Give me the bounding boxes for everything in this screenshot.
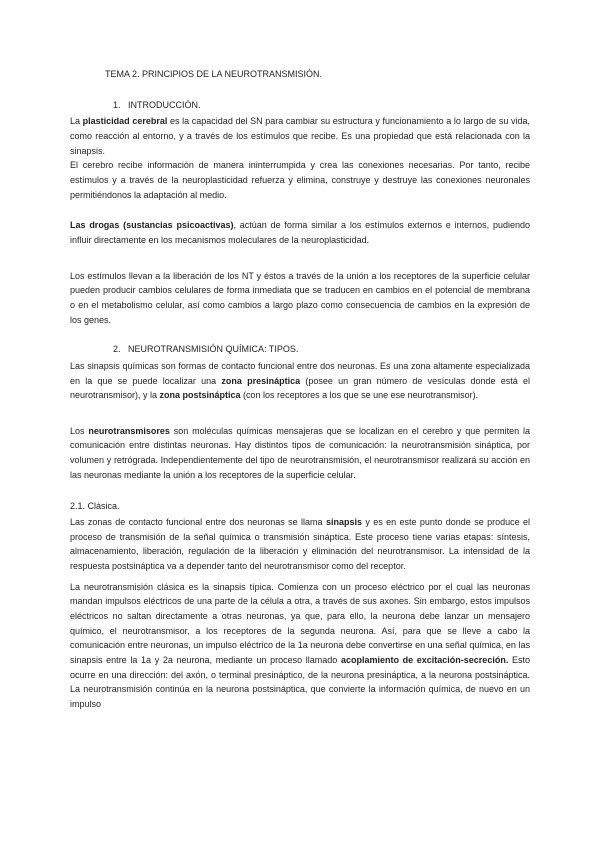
section-1-heading-text: INTRODUCCIÓN. xyxy=(128,99,201,110)
section-1-heading xyxy=(70,98,530,113)
paragraph-estimulos-liberacion: Los estímulos llevan a la liberación de los NT y éstos a través de la unión a los receptores de la superficie celular pueden producir cambios celulares de forma inmediata que se traducen en cambios en el potencial de membrana o en el metabolismo celular, así como cambios a largo plazo como consecuencia de cambios en la expresión de los genes. xyxy=(70,270,530,325)
text-run: (con los receptores a los que se une ese neurotransmisor). xyxy=(240,390,479,401)
text-run: La xyxy=(70,116,83,127)
section-2-heading-text: NEUROTRANSMISIÓN QUÍMICA: TIPOS. xyxy=(128,344,299,355)
paragraph-zonas-contacto xyxy=(70,515,530,574)
text-run: La neurotransmisión clásica es la sinapsis típica. Comienza con un proceso eléctrico por el cual las neuronas mandan impulsos eléctricos de una parte de la célula a otra, a través de sus axones. Sin embargo, estos impulsos eléctricos no saltan directamente a otras neuronas, ya que, para ello, la neurona debe lanzar un mensajero químico, el neurotransmisor, a los receptores de la segunda neurona. Así, para que se lleve a cabo la comunicación entre neuronas, un impulso eléctrico de la 1a neurona debe convertirse en una señal química, en las sinapsis entre la 1a y 2a neurona, mediante un proceso llamado xyxy=(70,581,530,665)
section-2-number: 2. xyxy=(113,344,121,355)
text-run: (posee un gran número de vesículas donde está el neurotransmisor), y la xyxy=(70,375,530,401)
text-run: Las zonas de contacto funcional entre dos neuronas se llama xyxy=(70,517,326,528)
text-run: es la capacidad del SN para cambiar su estructura y funcionamiento a lo largo de su vida, como reacción al entorno, y a través de los estímulos que recibe. Es una propiedad que está relacionada con la sinapsis. xyxy=(70,116,530,156)
text-run: y es en este punto donde se produce el proceso de transmisión de la señal química o transmisión sináptica. Este proceso tiene varias etapas: síntesis, almacenamiento, liberación, regulación de la liberación y eliminación del neurotransmisor. La intensidad de la respuesta postsináptica va a depender tanto del neurotransmisor como del receptor. xyxy=(70,517,530,572)
text-run: Los xyxy=(70,425,89,436)
document-title: TEMA 2. PRINCIPIOS DE LA NEUROTRANSMISIÓN. xyxy=(105,69,323,79)
bold-term-zona-postsinaptica: zona postsináptica xyxy=(159,390,241,401)
bold-term-plasticidad-cerebral: plasticidad cerebral xyxy=(82,116,168,127)
bold-term-las-drogas: Las drogas (sustancias psicoactivas) xyxy=(70,220,234,231)
bold-term-sinapsis: sinapsis xyxy=(325,517,362,528)
paragraph-neurotransmisores xyxy=(70,424,530,483)
paragraph-plasticidad-cerebral xyxy=(70,114,530,158)
text-run: Esto ocurre en una dirección: del axón, o terminal presináptico, de la neurona presináptica, a la neurona postsináptica. La neurotransmisión continúa en la neurona postsináptica, que convierte la información química, de nuevo en un impulso xyxy=(70,655,530,709)
section-2-heading xyxy=(70,342,530,357)
bold-term-acoplamiento-excitacion-secrecion: acoplamiento de excitación-secreción. xyxy=(340,655,509,665)
paragraph-neurotransmision-clasica xyxy=(70,580,530,712)
bold-term-neurotransmisores: neurotransmisores xyxy=(88,425,170,436)
text-run: son moléculas químicas mensajeras que se localizan en el cerebro y que permiten la comunicación entre distintas neuronas. Hay distintos tipos de comunicación: la neurotransmisión sináptica, por volumen y retrógrada. Independientemente del tipo de neurotransmisión, el neurotransmisor realizará su acción en las neuronas mediante la unión a los receptores de la superficie celular. xyxy=(70,425,530,480)
subsection-2-1-heading: 2.1. Clásica. xyxy=(70,501,120,512)
section-1-number: 1. xyxy=(113,99,121,110)
paragraph-cerebro-informacion: El cerebro recibe información de manera ininterrumpida y crea las conexiones necesarias. Por tanto, recibe estímulos y a través de la neuroplasticidad refuerza y elimina, construye y destruye las conexiones neuronales permitiéndonos la adaptación al medio. xyxy=(70,160,530,200)
text-run: Las sinapsis químicas son formas de contacto funcional entre dos neuronas. Es una zona altamente especializada en la que se puede localizar una xyxy=(70,360,530,386)
text-run: , actúan de forma similar a los estímulos externos e internos, pudiendo influir directamente en los mecanismos moleculares de la neuroplasticidad. xyxy=(70,220,530,245)
paragraph-sinapsis-quimicas xyxy=(70,359,530,403)
paragraph-drogas xyxy=(70,218,530,247)
bold-term-zona-presinaptica: zona presináptica xyxy=(221,375,301,386)
